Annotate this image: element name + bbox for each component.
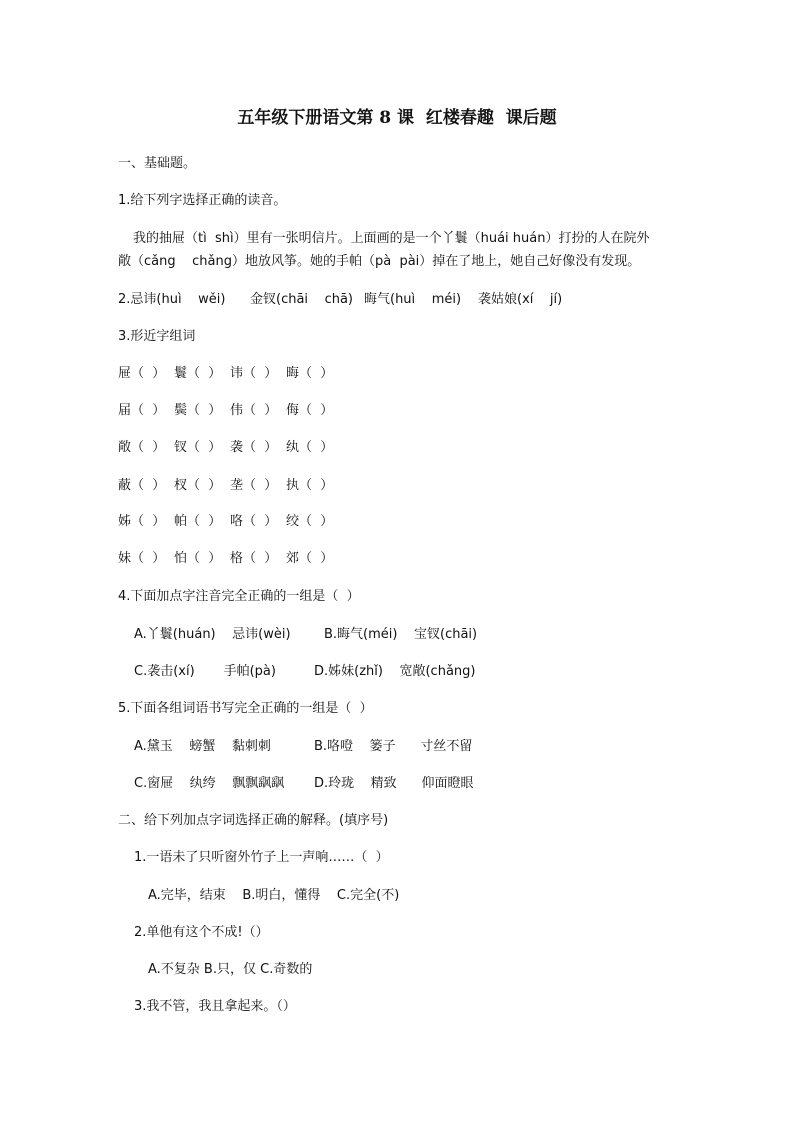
q3-row — [118, 550, 342, 568]
q3-cell: 怕（ ） — [174, 551, 222, 566]
q3-cell: 垄（ ） — [230, 478, 278, 493]
q3-cell: 晦（ ） — [286, 366, 334, 381]
q4-options-row-2 — [134, 663, 694, 681]
q3-cell: 纨（ ） — [286, 440, 334, 455]
s2-q2-options: A.不复杂 B.只，仅 C.奇数的 — [148, 962, 313, 977]
q3-cell: 鬟（ ） — [174, 366, 222, 381]
q3-cell: 格（ ） — [230, 551, 278, 566]
q1-prompt: 1.给下列字选择正确的读音。 — [118, 193, 287, 208]
q3-row — [118, 477, 342, 495]
q3-cell: 伟（ ） — [230, 403, 278, 418]
q2-item: 袭姑娘(xí jí) — [478, 292, 563, 307]
q3-cell: 咯（ ） — [230, 514, 278, 529]
q4-prompt: 4.下面加点字注音完全正确的一组是（ ） — [118, 589, 360, 604]
q2-item: 金钗(chāi chā) — [250, 292, 353, 307]
q3-cell: 姊（ ） — [118, 514, 166, 529]
q3-cell: 讳（ ） — [230, 366, 278, 381]
q3-cell: 蔽（ ） — [118, 478, 166, 493]
q4-option-a: A.丫鬟(huán) 忌讳(wèi) — [134, 627, 291, 642]
s2-q1-options: A.完毕，结束 B.明白，懂得 C.完全(不) — [148, 888, 400, 903]
q4-option-b: B.晦气(méi) 宝钗(chāi) — [324, 627, 478, 642]
q4-option-c: C.袭击(xí) 手帕(pà) — [134, 664, 276, 679]
q3-cell: 鬓（ ） — [174, 403, 222, 418]
q2-items — [118, 291, 718, 309]
q3-cell: 郊（ ） — [286, 551, 334, 566]
s2-q2-prompt: 2.单他有这个不成!（） — [134, 925, 269, 940]
q3-cell: 袭（ ） — [230, 440, 278, 455]
s2-q3-prompt: 3.我不管，我且拿起来。（） — [134, 999, 296, 1014]
q2-item: 晦气(huì méi) — [364, 292, 462, 307]
q3-cell: 钗（ ） — [174, 440, 222, 455]
q2-item: 2.忌讳(huì wěi) — [118, 292, 226, 307]
s2-q1-prompt: 1.一语未了只听窗外竹子上一声响……（ ） — [134, 850, 389, 865]
section-heading-meanings: 二、给下列加点字词选择正确的解释。(填序号) — [118, 813, 389, 828]
q5-option-d: D.玲珑 精致 仰面瞪眼 — [314, 776, 474, 791]
q3-prompt: 3.形近字组词 — [118, 329, 196, 344]
q3-cell: 届（ ） — [118, 403, 166, 418]
q4-options-row-1 — [134, 626, 694, 644]
q5-options-row-2 — [134, 775, 694, 793]
q5-option-b: B.咯噔 篓子 寸丝不留 — [314, 739, 473, 754]
q3-cell: 屉（ ） — [118, 366, 166, 381]
q3-cell: 执（ ） — [286, 478, 334, 493]
q5-prompt: 5.下面各组词语书写完全正确的一组是（ ） — [118, 701, 373, 716]
q3-row — [118, 402, 342, 420]
q3-row — [118, 439, 342, 457]
q3-cell: 侮（ ） — [286, 403, 334, 418]
q1-passage-line-2: 敞（cǎng chǎng）地放风筝。她的手帕（pà pài）掉在了地上，她自己好像没有发现。 — [118, 254, 641, 269]
q3-row — [118, 365, 342, 383]
q5-option-a: A.黛玉 螃蟹 黏刺刺 — [134, 739, 271, 754]
q3-cell: 绞（ ） — [286, 514, 334, 529]
q5-options-row-1 — [134, 738, 694, 756]
section-heading-basic: 一、基础题。 — [118, 156, 197, 171]
q4-option-d: D.姊妹(zhǐ) 宽敞(chǎng) — [314, 664, 476, 679]
q3-row — [118, 513, 342, 531]
q3-cell: 敞（ ） — [118, 440, 166, 455]
page-title: 五年级下册语文第 8 课 红楼春趣 课后题 — [237, 108, 557, 128]
q1-passage-line-1: 我的抽屉（tì shì）里有一张明信片。上面画的是一个丫鬟（huái huán）打扮的人在院外 — [133, 231, 650, 246]
q3-cell: 妹（ ） — [118, 551, 166, 566]
q5-option-c: C.窗屉 纨绔 飘飘飖飖 — [134, 776, 285, 791]
q3-cell: 杈（ ） — [174, 478, 222, 493]
q3-cell: 帕（ ） — [174, 514, 222, 529]
